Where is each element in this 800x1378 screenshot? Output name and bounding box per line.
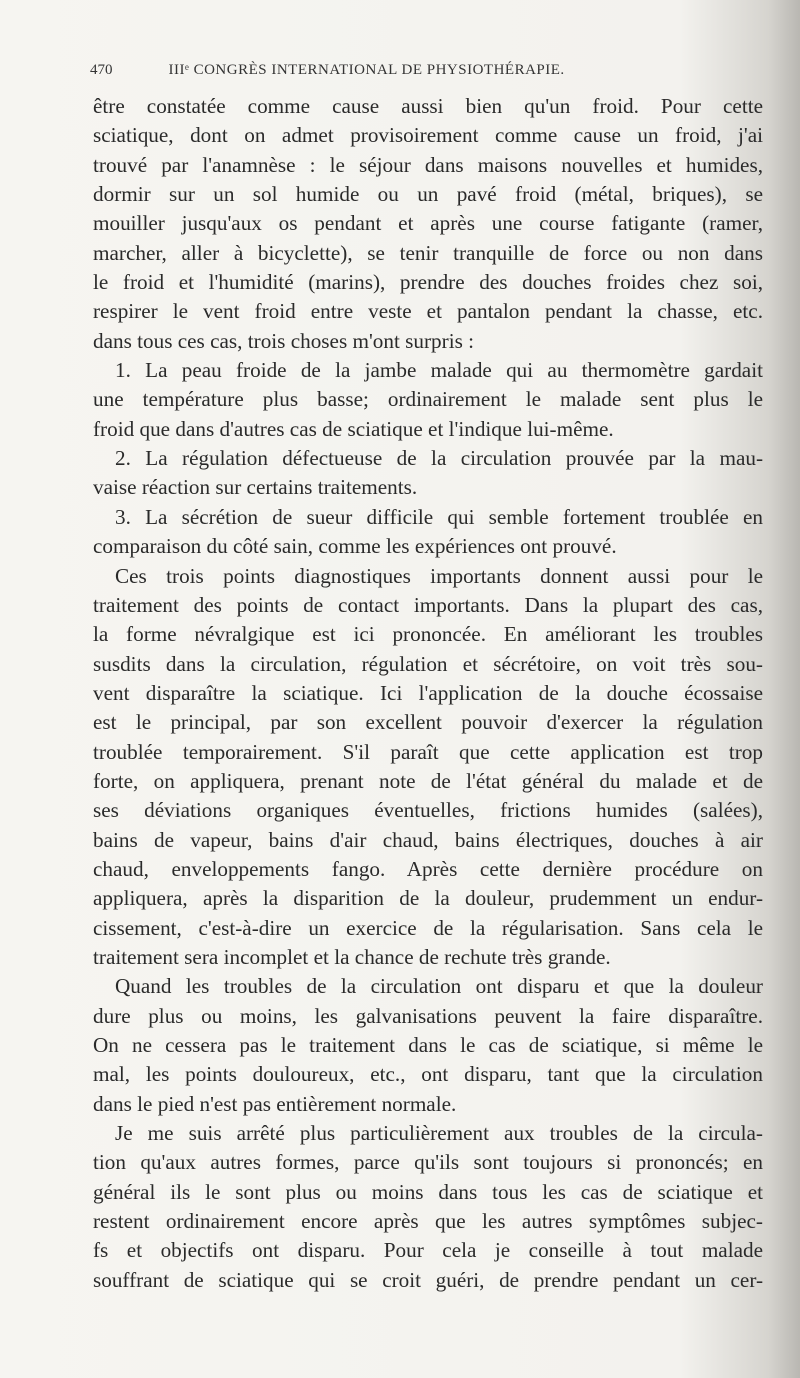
text-line: trouvé par l'anamnèse : le séjour dans maisons nouvelles et humides, <box>93 152 763 177</box>
text-line: mouiller jusqu'aux os pendant et après une course fatigante (ramer, <box>93 211 763 236</box>
text-line: sciatique, dont on admet provisoirement comme cause un froid, j'ai <box>93 123 763 148</box>
page-number: 470 <box>90 62 113 78</box>
text-line: cissement, c'est-à-dire un exercice de la régularisation. Sans cela le <box>93 915 763 940</box>
text-line: vaise réaction sur certains traitements. <box>93 475 418 500</box>
text-line: appliquera, après la disparition de la douleur, prudemment un endur- <box>93 886 763 911</box>
text-line: traitement sera incomplet et la chance de rechute très grande. <box>93 944 611 969</box>
text-line: est le principal, par son excellent pouvoir d'exercer la régulation <box>93 710 763 735</box>
text-line: 3. La sécrétion de sueur difficile qui semble fortement troublée en <box>115 504 763 529</box>
text-line: vent disparaître la sciatique. Ici l'application de la douche écossaise <box>93 680 763 705</box>
text-line: bains de vapeur, bains d'air chaud, bains électriques, douches à air <box>93 827 763 852</box>
text-line: marcher, aller à bicyclette), se tenir tranquille de force ou non dans <box>93 240 763 265</box>
text-line: dans le pied n'est pas entièrement normale. <box>93 1091 457 1116</box>
text-line: dans tous ces cas, trois choses m'ont surpris : <box>93 328 475 353</box>
text-line: Ces trois points diagnostiques importants donnent aussi pour le <box>115 563 763 588</box>
text-line: comparaison du côté sain, comme les expériences ont prouvé. <box>93 534 617 559</box>
text-line: chaud, enveloppements fango. Après cette dernière procédure on <box>93 856 763 881</box>
text-line: respirer le vent froid entre veste et pantalon pendant la chasse, etc. <box>93 299 763 324</box>
text-line: forte, on appliquera, prenant note de l'état général du malade et de <box>93 768 763 793</box>
text-line: la forme névralgique est ici prononcée. En améliorant les troubles <box>93 622 763 647</box>
text-line: tion qu'aux autres formes, parce qu'ils sont toujours si prononcés; en <box>93 1150 763 1175</box>
text-line: être constatée comme cause aussi bien qu'un froid. Pour cette <box>93 94 763 118</box>
text-line: ses déviations organiques éventuelles, frictions humides (salées), <box>93 798 763 823</box>
text-line: restent ordinairement encore après que les autres symptômes subjec- <box>93 1209 763 1234</box>
running-title: IIIᵉ CONGRÈS INTERNATIONAL DE PHYSIOTHÉRAPIE. <box>168 62 565 78</box>
text-line: fs et objectifs ont disparu. Pour cela je conseille à tout malade <box>93 1238 763 1263</box>
text-line: 1. La peau froide de la jambe malade qui au thermomètre gardait <box>115 358 763 383</box>
text-line: le froid et l'humidité (marins), prendre des douches froides chez soi, <box>93 270 763 295</box>
text-line: traitement des points de contact importants. Dans la plupart des cas, <box>93 592 763 617</box>
text-line: une température plus basse; ordinairement le malade sent plus le <box>93 387 763 412</box>
text-line: général ils le sont plus ou moins dans tous les cas de sciatique et <box>93 1179 763 1204</box>
text-line: souffrant de sciatique qui se croit guéri, de prendre pendant un cer- <box>93 1267 763 1292</box>
text-line: mal, les points douloureux, etc., ont disparu, tant que la circulation <box>93 1062 763 1087</box>
text-line: susdits dans la circulation, régulation et sécrétoire, on voit très sou- <box>93 651 763 676</box>
text-line: Quand les troubles de la circulation ont disparu et que la douleur <box>115 974 763 999</box>
running-header <box>90 62 760 79</box>
text-line: Je me suis arrêté plus particulièrement aux troubles de la circula- <box>115 1121 763 1146</box>
text-line: dormir sur un sol humide ou un pavé froid (métal, briques), se <box>93 182 763 207</box>
text-line: dure plus ou moins, les galvanisations peuvent la faire disparaître. <box>93 1003 763 1028</box>
text-line: 2. La régulation défectueuse de la circulation prouvée par la mau- <box>115 446 763 471</box>
text-line: troublée temporairement. S'il paraît que cette application est trop <box>93 739 763 764</box>
text-line: On ne cessera pas le traitement dans le cas de sciatique, si même le <box>93 1033 763 1057</box>
body-text <box>93 92 763 1295</box>
text-line: froid que dans d'autres cas de sciatique et l'indique lui-même. <box>93 416 614 441</box>
